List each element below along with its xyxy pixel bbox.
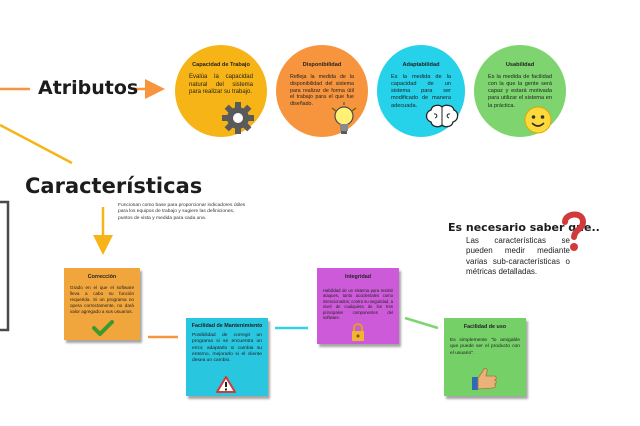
lightbulb-icon <box>330 102 358 136</box>
saber-heading: Es necesario saber que.. <box>448 221 600 234</box>
integridad-title: Integridad <box>344 274 372 280</box>
facilidad-uso-body: Es simplemente "lo amigable que puede ser el producto con el usuario". <box>450 338 520 356</box>
disponibilidad-body: Refleja la medida de la disponibilidad del sistema para realizar de forma útil el trabajo para el que fue diseñado. <box>290 74 354 108</box>
correccion-title: Corrección <box>87 274 117 280</box>
correccion-body: Grado en el que el software lleva a cabo su función requerida. Si un programa no opera correctamente, no dará valor agregado a sus usuarios. <box>70 285 134 314</box>
circle-usabilidad <box>474 45 566 137</box>
integridad-body: Habilidad de un sistema para resistir ataques, tanto accidentales como intencionados, contra su seguridad, a nivel de cualquiera de los tres principales componentes del software. <box>323 288 393 321</box>
brain-icon <box>425 104 459 130</box>
usabilidad-title: Usabilidad <box>505 62 535 68</box>
mantenimiento-title: Facilidad de Mantenimiento <box>191 323 263 329</box>
atributos-heading: Atributos <box>38 77 139 99</box>
capacidad-title: Capacidad de Trabajo <box>192 62 250 68</box>
thumbs-up-icon <box>470 365 498 393</box>
facilidad-uso-title: Facilidad de uso <box>463 324 507 330</box>
smiley-icon <box>524 106 552 134</box>
warning-icon <box>216 376 236 393</box>
usabilidad-body: Es la medida de facilidad con la que la gente será capaz y estará motivada para utilizar el sistema en la práctica. <box>488 74 552 109</box>
caracteristicas-heading: Características <box>25 174 203 198</box>
checkmark-icon <box>92 320 114 336</box>
left-frame <box>0 202 8 330</box>
gear-icon <box>220 100 256 136</box>
line-integridad-to-uso <box>405 318 438 328</box>
adaptabilidad-title: Adaptabilidad <box>402 62 440 68</box>
capacidad-body: Evalúa la capacidad natural del sistema para realizar su trabajo. <box>189 74 253 96</box>
lock-icon <box>350 322 366 342</box>
caracteristicas-description: Funcionan como base para proporcionar indicadores útiles para los equipos de trabajo y sugiere las definiciones, puntos de vista y medida para cada una. <box>118 203 246 221</box>
adaptabilidad-body: Es la medida de la capacidad de un sistema para ser modificado de manera adecuada. <box>391 74 451 109</box>
mantenimiento-body: Posibilidad de corregir un programa si se encuentra un error, adaptarlo si cambia su entorno, mejorarlo si el cliente desea un cambio. <box>192 332 262 364</box>
disponibilidad-title: Disponibilidad <box>302 62 342 68</box>
line-diagonal <box>0 125 72 163</box>
saber-text: Las características se pueden medir mediante varias sub-características o métricas detalladas. <box>466 236 570 277</box>
